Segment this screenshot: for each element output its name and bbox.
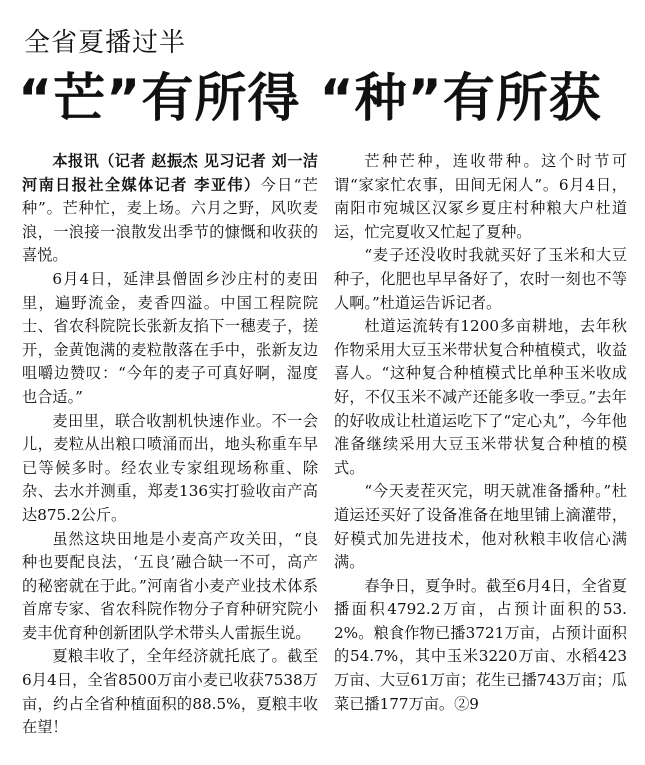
article-paragraph: 杜道运流转有1200多亩耕地，去年秋作物采用大豆玉米带状复合种植模式，收益喜人。“这种复合种植模式比单种玉米收成好，不仅玉米不减产还能多收一季豆。”去年的好收成让杜道运吃下了“定心丸”，今年他准备继续采用大豆玉米带状复合种植的模式。 xyxy=(334,317,627,477)
article-paragraph: “麦子还没收时我就买好了玉米和大豆种子，化肥也早早备好了，农时一刻也不等人啊。”杜道运告诉记者。 xyxy=(334,246,627,312)
article-paragraph: “今天麦茬灭完，明天就准备播种。”杜道运还买好了设备准备在地里铺上滴灌带，好模式加先进技术，他对秋粮丰收信心满满。 xyxy=(334,482,627,572)
article-column-right xyxy=(334,150,627,762)
article-paragraph: 夏粮丰收了，全年经济就托底了。截至6月4日，全省8500万亩小麦已收获7538万亩，约占全省种植面积的88.5%，夏粮丰收在望！ xyxy=(22,647,318,737)
lead-paragraph xyxy=(22,150,318,268)
lead-text: 今日“芒种”。芒种忙，麦上场。六月之野，风吹麦浪，一浪接一浪散发出季节的慷慨和收获的喜悦。 xyxy=(22,175,318,265)
headline: “芒”有所得 “种”有所获 xyxy=(18,69,602,129)
article-column-left xyxy=(22,150,318,762)
article-paragraph: 芒种芒种，连收带种。这个时节可谓“家家忙农事，田间无闲人”。6月4日，南阳市宛城区汉冢乡夏庄村种粮大户杜道运，忙完夏收又忙起了夏种。 xyxy=(334,152,627,241)
byline: 本报讯（记者 赵振杰 见习记者 刘一洁 河南日报社全媒体记者 李亚伟） xyxy=(22,152,318,194)
article-paragraph: 麦田里，联合收割机快速作业。不一会儿，麦粒从出粮口喷涌而出，地头称重车早已等候多时。经农业专家组现场称重、除杂、去水并测重，郑麦136实打验收亩产高达875.2公斤。 xyxy=(22,411,318,524)
article-paragraph: 虽然这块田地是小麦高产攻关田，“良种也要配良法，‘五良’融合缺一不可，高产的秘密就在于此。”河南省小麦产业技术体系首席专家、省农科院作物分子育种研究院小麦丰优育种创新团队学术带头人雷振生说。 xyxy=(22,529,318,642)
article-paragraph: 6月4日，延津县僧固乡沙庄村的麦田里，遍野流金，麦香四溢。中国工程院院士、省农科院院长张新友掐下一穗麦子，搓开，金黄饱满的麦粒散落在手中，张新友边咀嚼边赞叹：“今年的麦子可真好啊，湿度也合适。” xyxy=(22,269,318,406)
subheadline: 全省夏播过半 xyxy=(24,28,187,58)
article-paragraph: 春争日，夏争时。截至6月4日，全省夏播面积4792.2万亩，占预计面积的53.2%。粮食作物已播3721万亩，占预计面积的54.7%，其中玉米3220万亩、水稻423万亩、大豆61万亩；花生已播743万亩；瓜菜已播177万亩。②9 xyxy=(334,576,627,713)
